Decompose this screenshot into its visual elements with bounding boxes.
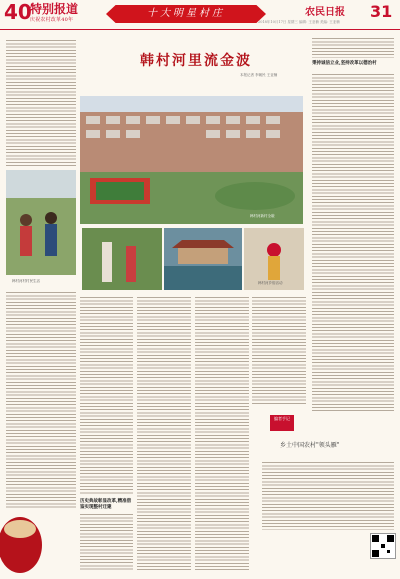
text-column-3 [137,295,191,570]
photo-villagers [6,170,76,275]
special-report-subtitle: 庆祝农村改革40年 [30,17,74,23]
text-column-right-top [312,36,394,58]
photo-dance [82,228,162,290]
main-photo-caption: 韩村河新村全貌 [250,214,275,218]
text-column-2 [80,295,133,495]
text-column-5 [252,295,306,405]
anniversary-logo: 40 [4,0,32,24]
page-header [0,0,400,30]
header-rule [0,29,400,30]
section-banner: 十大明星村庄 [147,8,225,19]
left-photo-caption: 韩村河村村民生活 [12,279,40,283]
photo-pavilion [164,228,242,290]
editor-note-stamp: 编者手记 [270,415,294,431]
byline: 本报记者 李朝民 王亚楠 [240,73,278,77]
issue-meta: 2018年10月17日 星期三 编辑: 王亚楠 美编: 王亚楠 [258,20,340,24]
side-caption: 韩村河乡俗活动 [258,281,283,285]
special-report-title: 特别报道 [30,2,79,16]
pull-quote: 乡土中国农村"领头雁" [280,442,340,449]
text-column-editor [262,460,394,530]
text-column-left-top [6,38,76,166]
text-column-2b [80,512,133,570]
lower-subhead: 历史典故彰显改革,精准借鉴实现整村迁建 [80,499,132,510]
text-column-right [312,72,394,412]
qr-code-icon [370,533,396,559]
page-number: 31 [370,2,393,21]
text-column-4 [195,295,249,570]
drum-illustration-icon [0,495,45,575]
text-column-left-bottom [6,290,76,510]
masthead: 农民日报 [305,7,345,18]
headline: 韩村河里流金波 [140,53,252,69]
photo-village-aerial [80,96,303,224]
right-subhead: 秉持诚信立业,坚持改革以德治村 [312,61,377,66]
